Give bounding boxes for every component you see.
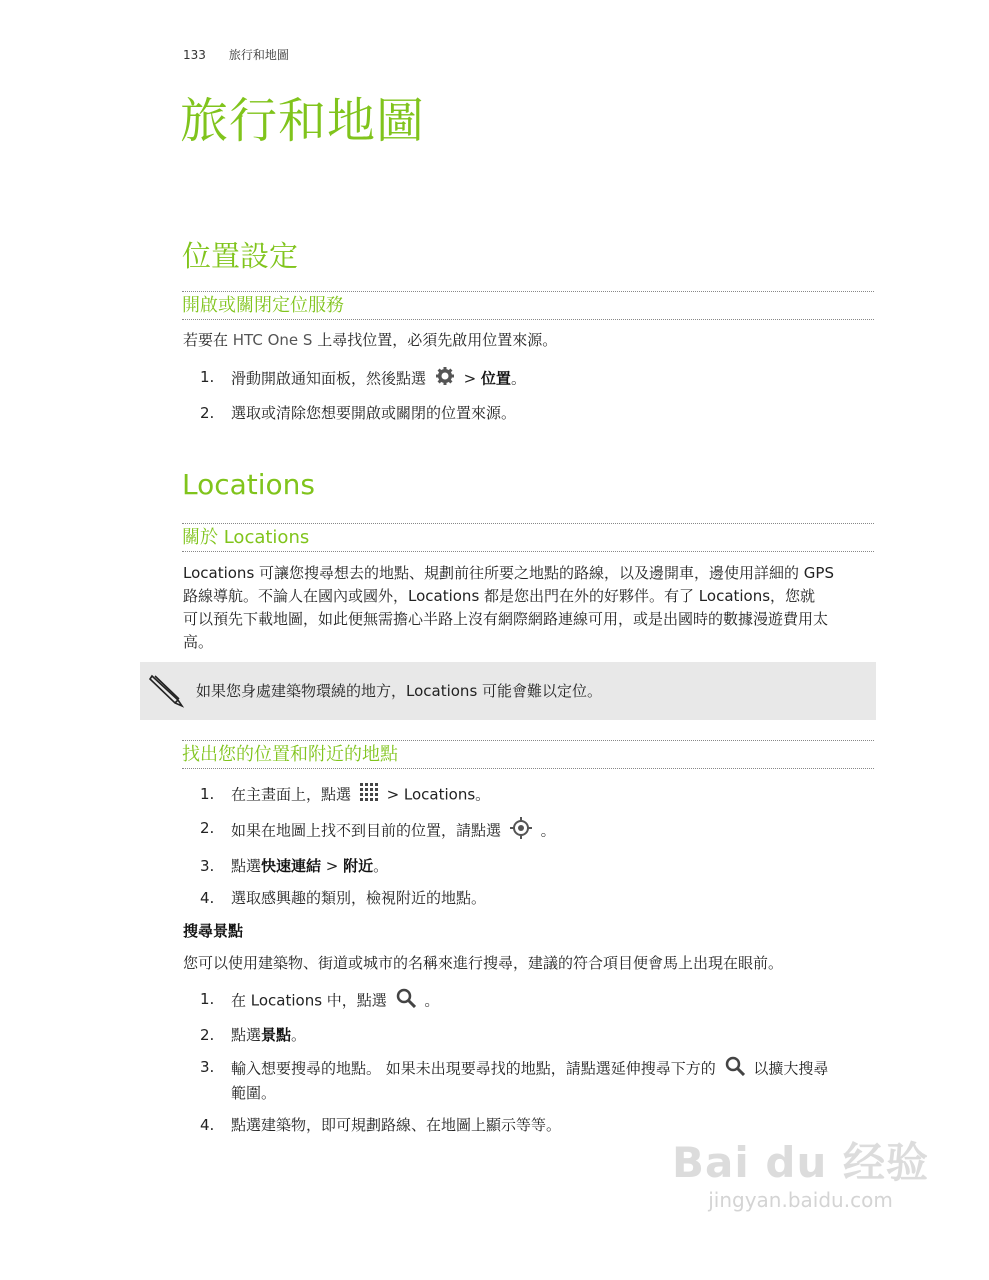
location-steps-list [200,366,880,434]
search-icon [725,1056,745,1082]
list-item: 3. 輸入想要搜尋的地點。 如果未出現要尋找的地點，請點選延伸搜尋下方的 以擴大搜尋 範圍。 [200,1058,829,1102]
list-item: 4. 選取感興趣的類別，檢視附近的地點。 [200,889,487,907]
list-item: 4. 點選建築物，即可規劃路線、在地圖上顯示等等。 [200,1116,562,1134]
list-item: 2. 如果在地圖上找不到目前的位置，請點選 。 [200,817,880,845]
running-header [183,46,289,63]
search-places-heading: 搜尋景點 [183,922,244,940]
pencil-icon [148,670,188,714]
running-title: 旅行和地圖 [228,48,289,62]
chapter-title: 旅行和地圖 [180,93,426,149]
apps-grid-icon [360,783,378,807]
list-item: 2. 選取或清除您想要開啟或關閉的位置來源。 [200,404,517,422]
note-box [140,662,876,720]
about-locations-paragraph: Locations 可讓您搜尋想去的地點、規劃前往所要之地點的路線，以及邊開車，邊使用詳細的 GPS 路線導航。不論人在國內或國外，Locations 都是您出門在外的好夥伴。有了 Locations，您就 可以預先下載地圖，如此便無需擔心半路上沒有網際網路連線可用，或是出國時的數據漫遊費用太 高。 [183,564,834,651]
search-intro-paragraph: 您可以使用建築物、街道或城市的名稱來進行搜尋，建議的符合項目便會馬上出現在眼前。 [183,954,784,972]
list-item: 1. 在 Locations 中，點選 。 [200,988,880,1014]
list-item: 3. 點選快速連結 > 附近。 [200,857,389,875]
subsection-title-find-location: 找出您的位置和附近的地點 [182,740,874,769]
search-icon [396,988,416,1014]
list-item: 2. 點選景點。 [200,1026,307,1044]
page-number: 133 [183,48,206,62]
list-item: 1. 滑動開啟通知面板，然後點選 > 位置。 [200,366,880,392]
locate-icon [510,817,532,845]
search-steps-list [200,988,880,1146]
section-title-location-settings: 位置設定 [182,239,299,273]
watermark-url: jingyan.baidu.com [708,1188,893,1212]
find-steps-list [200,783,880,919]
subsection-title-about-locations: 關於 Locations [182,523,874,552]
note-text: 如果您身處建築物環繞的地方，Locations 可能會難以定位。 [196,682,603,700]
watermark-brand: Bai du 经验 [672,1138,929,1187]
list-item: 1. 在主畫面上，點選 > Locations。 [200,783,880,807]
product-name: HTC One S [232,331,313,349]
location-intro-paragraph: 若要在 HTC One S 上尋找位置，必須先啟用位置來源。 [183,331,558,349]
subsection-title-toggle-location: 開啟或關閉定位服務 [182,291,874,320]
settings-gear-icon [435,366,455,392]
watermark [672,1130,929,1212]
section-title-locations: Locations [182,468,316,501]
